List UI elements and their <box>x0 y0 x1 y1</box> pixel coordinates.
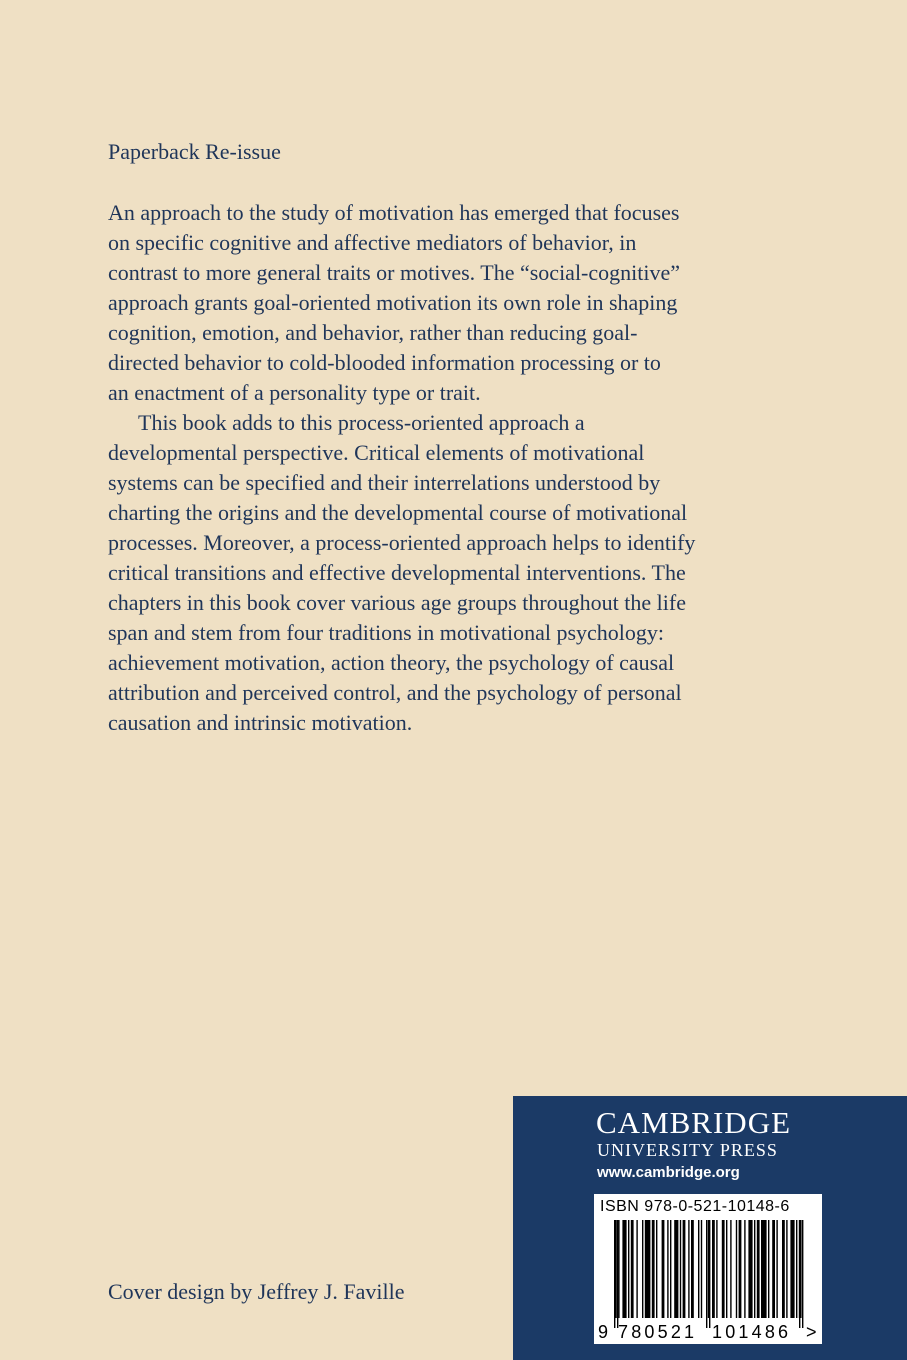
barcode-bar <box>642 1220 643 1318</box>
barcode-graphic <box>594 1194 822 1344</box>
barcode-bar <box>712 1220 715 1318</box>
barcode-bar <box>701 1220 702 1318</box>
barcode-bar <box>622 1220 626 1318</box>
barcode-guard-bar <box>706 1220 707 1328</box>
barcode-bar <box>757 1220 760 1318</box>
barcode-guard-bar <box>617 1220 618 1328</box>
barcode-bar <box>754 1220 755 1318</box>
barcode-digits-left: 780521 <box>618 1322 698 1342</box>
barcode-bar <box>631 1220 634 1318</box>
blurb-paragraph-1: An approach to the study of motivation has emerged that focuses on specific cognitive and affective mediators of behavior, in contrast to more general traits or motives. The “social-cognitive” approach grants goal-oriented motivation its own role in shaping cognition, emotion, and behavior, rather than reducing goal- directed behavior to cold-blooded information processing or to an enactment of a personality type or trait. <box>108 200 681 405</box>
barcode-bar <box>698 1220 699 1318</box>
barcode-digit-first: 9 <box>598 1322 609 1342</box>
barcode-end-mark: > <box>806 1322 817 1342</box>
barcode-bar <box>790 1220 794 1318</box>
barcode-guard-bar <box>709 1220 710 1328</box>
blurb-paragraph-2: This book adds to this process-oriented approach a developmental perspective. Critical elements of motivational systems can be specified and their interrelations understood by charting the origins and the developmental course of motivational processes. Moreover, a process-oriented approach helps to identify critical transitions and effective developmental interventions. The chapters in this book cover various age groups throughout the life span and stem from four traditions in motivational psychology: achievement motivation, action theory, the psychology of causal attribution and perceived control, and the psychology of personal causation and intrinsic motivation. <box>108 410 696 735</box>
barcode-bar <box>636 1220 637 1318</box>
publisher-subname: UNIVERSITY PRESS <box>597 1140 778 1160</box>
barcode-bar <box>736 1220 737 1318</box>
barcode-bar <box>645 1220 651 1318</box>
barcode-bar <box>662 1220 665 1318</box>
barcode-bar <box>730 1220 731 1318</box>
barcode-bar <box>776 1220 777 1318</box>
label-paperback-reissue: Paperback Re-issue <box>108 139 281 164</box>
barcode-bar <box>708 1220 709 1318</box>
blurb <box>108 198 808 738</box>
barcode-bar <box>670 1220 671 1318</box>
barcode-bar <box>772 1220 775 1318</box>
barcode-bar <box>680 1220 681 1318</box>
barcode-guard-bar <box>799 1220 800 1328</box>
barcode-bar <box>726 1220 727 1318</box>
barcode-guard-bar <box>802 1220 803 1328</box>
barcode-bar <box>688 1220 689 1318</box>
cover-design-credit: Cover design by Jeffrey J. Faville <box>108 1279 405 1304</box>
barcode-bar <box>628 1220 629 1318</box>
barcode-bar <box>674 1220 678 1318</box>
publisher-url: www.cambridge.org <box>597 1164 740 1181</box>
barcode-bar <box>761 1220 767 1318</box>
barcode-bar <box>722 1220 725 1318</box>
barcode-bar <box>652 1220 655 1318</box>
publisher-name: CAMBRIDGE <box>596 1105 792 1140</box>
barcode-bar <box>796 1220 797 1318</box>
barcode-bar <box>786 1220 787 1318</box>
barcode-bar <box>716 1220 717 1318</box>
barcode-bar <box>768 1220 769 1318</box>
barcode-bar <box>656 1220 657 1318</box>
publisher-block <box>513 1096 907 1360</box>
barcode-digits-right: 101486 <box>712 1322 792 1342</box>
barcode-bar <box>748 1220 752 1318</box>
barcode-bar <box>782 1220 785 1318</box>
barcode-bar <box>683 1220 686 1318</box>
barcode-bar <box>667 1220 668 1318</box>
barcode-bar <box>739 1220 742 1318</box>
barcode-box <box>594 1194 822 1344</box>
barcode-guard-bar <box>614 1220 615 1328</box>
isbn-text: ISBN 978-0-521-10148-6 <box>600 1198 790 1215</box>
barcode-bar <box>618 1220 619 1318</box>
barcode-bar <box>691 1220 694 1318</box>
barcode-bar <box>744 1220 745 1318</box>
